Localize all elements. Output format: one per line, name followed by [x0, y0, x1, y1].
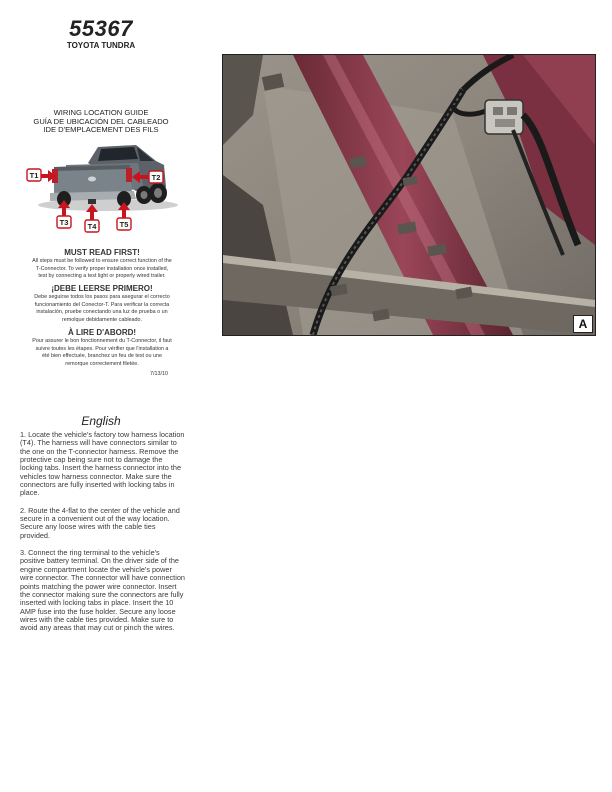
notice-es-line: remolque debidamente cableado. — [61, 316, 143, 323]
vehicle-name: TOYOTA TUNDRA — [66, 41, 136, 50]
notice-es-line: funcionamiento del Conector-T. Para verificar la correcta — [34, 301, 170, 308]
callout-t5 — [117, 218, 131, 230]
callout-t1 — [27, 169, 41, 181]
guide-title-es: GUÍA DE UBICACIÓN DEL CABLEADO — [33, 116, 169, 126]
guide-title-fr: IDE D'EMPLACEMENT DES FILS — [43, 125, 159, 135]
notice-fr-line: remorque correctement filetée. — [65, 360, 139, 367]
notice-en-line: test by connecting a test light or properly wired trailer. — [38, 273, 166, 280]
must-read-first-text — [18, 258, 186, 281]
svg-text:T5: T5 — [119, 220, 129, 229]
a-lire-text — [18, 338, 186, 368]
notice-fr-line: suivre toutes les étapes. Pour vérifier que l'installation a — [35, 345, 169, 352]
notice-es-line: instalación, pruebe conectando una luz de prueba o un — [36, 309, 168, 316]
photo-a — [222, 54, 596, 336]
debe-leerse-heading: ¡DEBE LEERSE PRIMERO! — [51, 284, 153, 293]
debe-leerse-text — [18, 294, 186, 324]
truck-rear-view-image — [26, 137, 186, 237]
notice-en-line: T-Connector. To verify proper installation once installed, — [35, 265, 169, 272]
notice-fr-line: Pour assurer le bon fonctionnement du T-Connector, il faut — [32, 338, 172, 344]
callout-t2 — [149, 171, 163, 183]
underbody-photo — [223, 55, 595, 335]
notice-fr-line: été bien effectuée, branchez un feu de test ou une — [41, 353, 163, 360]
svg-text:T3: T3 — [59, 218, 69, 227]
callout-t4 — [85, 220, 99, 232]
truck-illustration — [26, 137, 186, 237]
photo-label: A — [573, 315, 593, 333]
language-heading: English — [81, 414, 121, 428]
part-number: 55367 — [69, 16, 133, 41]
revision-date: 7/13/10 — [150, 371, 168, 377]
notice-en-line: All steps must be followed to ensure correct function of the — [32, 258, 172, 264]
guide-title-en: WIRING LOCATION GUIDE — [53, 108, 149, 117]
step-1: 1. Locate the vehicle's factory tow harness location (T4). The harness will have connectors similar to the one on the T-connector harness. Remove the protective cap being sure not to damage the locking tabs. Insert the harness connector into the vehicles tow harness connector. Make sure the connectors are fully inserted with locking tabs in place. — [20, 430, 185, 498]
must-read-first-heading: MUST READ FIRST! — [64, 248, 140, 257]
svg-text:T4: T4 — [87, 222, 97, 231]
a-lire-heading: À LIRE D'ABORD! — [67, 328, 137, 337]
notice-es-line: Debe seguirse todos los pasos para asegurar el correcto — [34, 294, 170, 300]
callout-t3 — [57, 216, 71, 228]
instruction-steps — [20, 431, 186, 642]
svg-text:T2: T2 — [151, 173, 161, 182]
wiring-guide-title — [20, 109, 182, 135]
svg-text:T1: T1 — [29, 171, 39, 180]
step-2: 2. Route the 4-flat to the center of the vehicle and secure in a convenient out of the way location. Secure any loose wires with the cable ties provided. — [20, 505, 180, 540]
step-3: 3. Connect the ring terminal to the vehicle's positive battery terminal. On the driver side of the engine compartment locate the vehicle's power wire connector. The connector will have connection points matching the power wire connector. Insert the connector making sure the connectors are fully inserted with locking tabs in place. Insert the 10 AMP fuse into the fuse holder. Secure any loose wires with the cable ties provided. Make sure to avoid any areas that may cut or pinch the wires. — [20, 548, 185, 633]
